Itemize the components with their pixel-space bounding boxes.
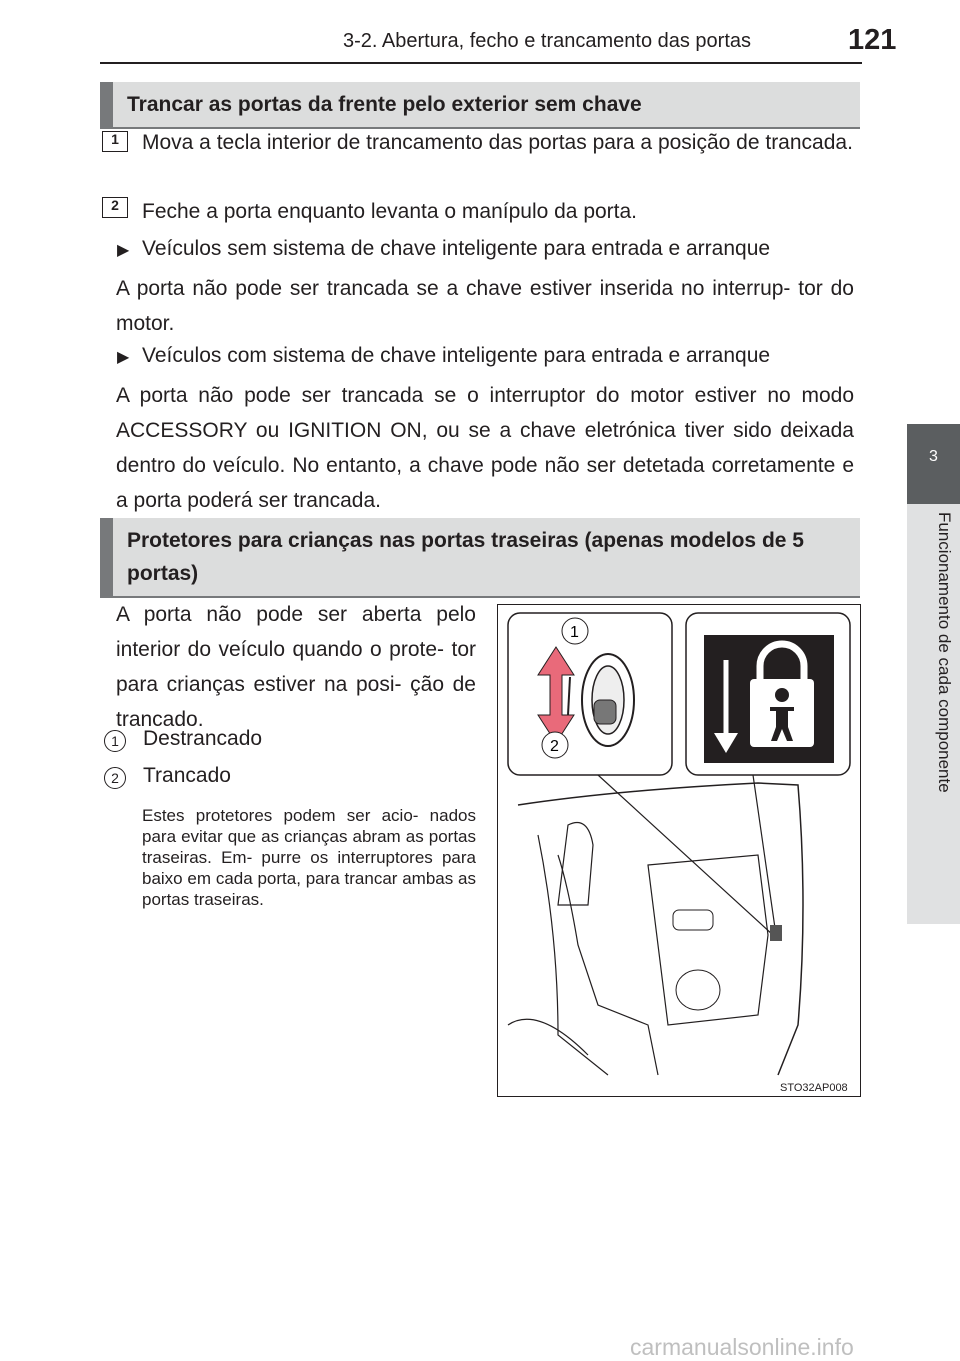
child-lock-illustration	[497, 604, 861, 1097]
callout-number: 2	[104, 767, 126, 789]
bullet-triangle-icon: ▶	[117, 349, 130, 366]
bullet-triangle-icon: ▶	[117, 242, 130, 259]
step-text: Mova a tecla interior de trancamento das portas para a posição de trancada.	[142, 131, 853, 154]
chapter-number: 3	[929, 448, 938, 465]
subsection-text: A porta não pode ser trancada se a chave estiver inserida no interrup- tor do motor.	[116, 277, 854, 335]
subsection-heading: Veículos sem sistema de chave inteligente para entrada e arranque	[142, 237, 771, 260]
item-label: Destrancado	[143, 727, 263, 750]
callout-2-label: 2	[550, 738, 559, 755]
subsection-heading: Veículos com sistema de chave inteligente para entrada e arranque	[142, 344, 771, 367]
step-number: 1	[102, 131, 128, 152]
callout-1-label: 1	[570, 624, 579, 641]
chapter-label: Funcionamento de cada componente	[935, 512, 954, 793]
item-label: Trancado	[143, 764, 231, 787]
step-number: 2	[102, 197, 128, 218]
section-heading: Trancar as portas da frente pelo exterior sem chave	[100, 82, 860, 129]
page-number: 121	[848, 24, 897, 56]
subsection-text: A porta não pode ser trancada se o interruptor do motor estiver no modo ACCESSORY ou IGNITION ON, ou se a chave eletrónica tiver sido deixada dentro do veículo. No entanto, a chave pode não ser detetada corretamente e a porta poderá ser trancada.	[116, 384, 854, 512]
section-heading: Protetores para crianças nas portas traseiras (apenas modelos de 5 portas)	[100, 518, 860, 598]
running-header: 3-2. Abertura, fecho e trancamento das portas	[343, 30, 752, 52]
callout-number: 1	[104, 730, 126, 752]
step-text: Feche a porta enquanto levanta o manípulo da porta.	[142, 200, 638, 223]
figure-code: STO32AP008	[780, 1082, 848, 1094]
note-text: Estes protetores podem ser acio- nados para evitar que as crianças abram as portas traseiras. Em- purre os interruptores para baixo em cada porta, para trancar ambas as portas traseiras.	[142, 806, 476, 909]
header-rule	[100, 62, 862, 64]
watermark: carmanualsonline.info	[630, 1334, 854, 1360]
intro-text: A porta não pode ser aberta pelo interior do veículo quando o prote- tor para crianças estiver na posi- ção de trancado.	[116, 603, 476, 731]
